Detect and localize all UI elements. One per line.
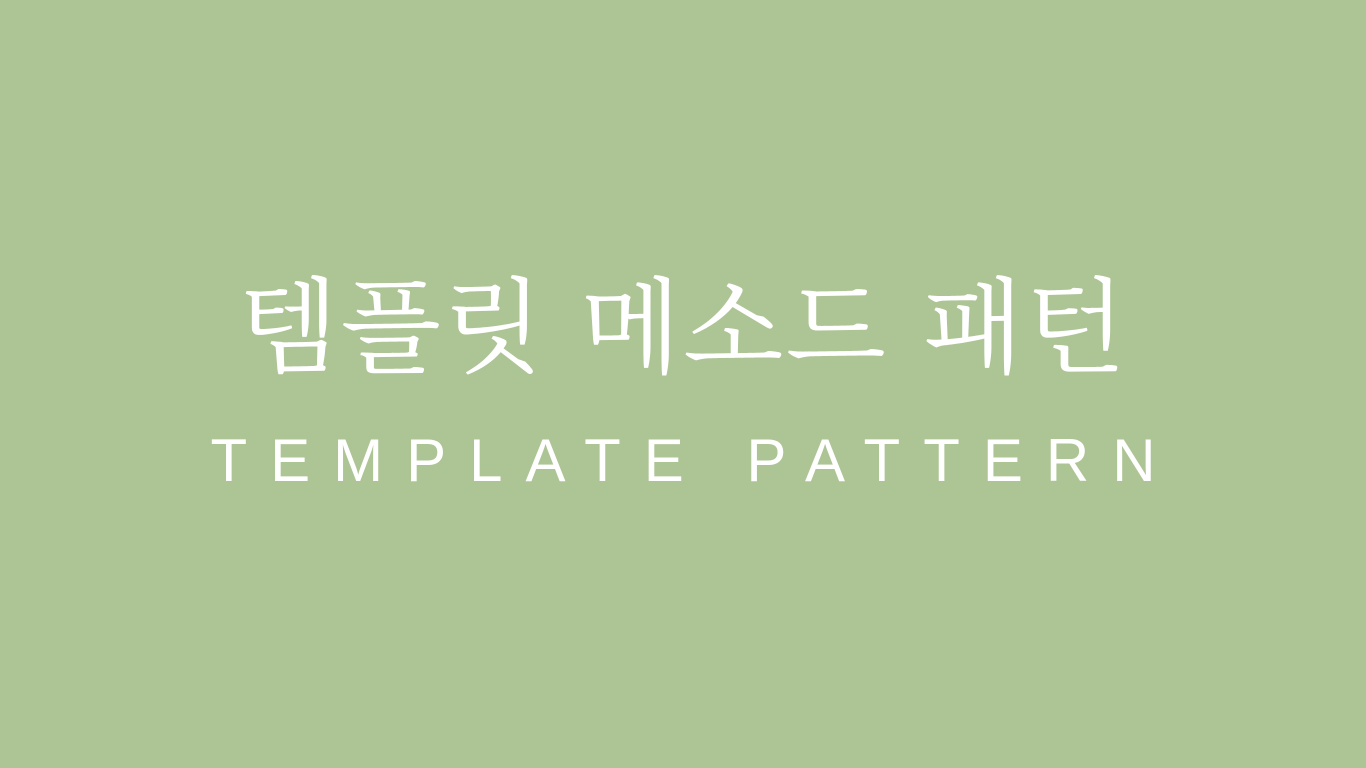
slide-subtitle: TEMPLATE PATTERN (210, 427, 1179, 494)
slide-title: 템플릿 메소드 패턴 (238, 267, 1128, 389)
